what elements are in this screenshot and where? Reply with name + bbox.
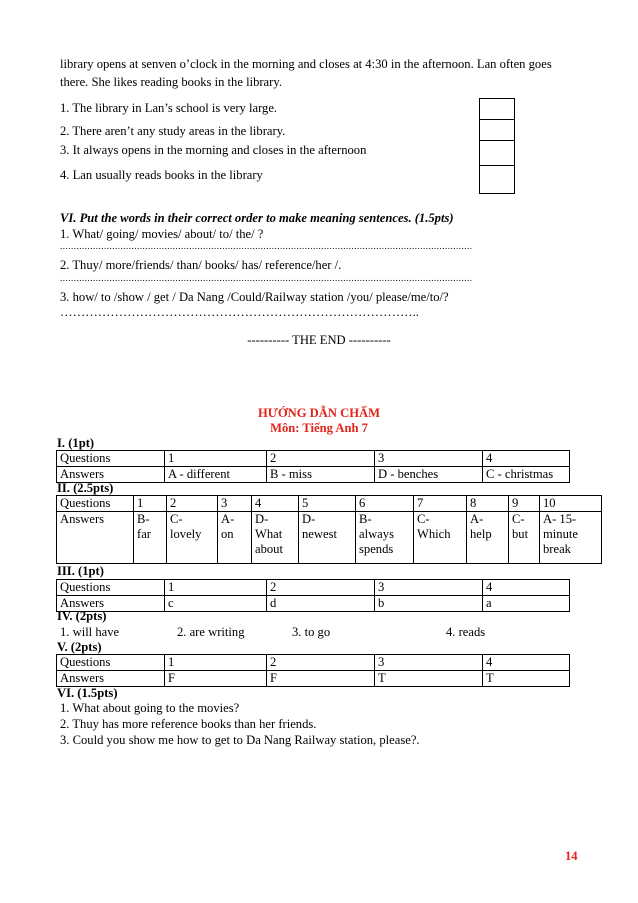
table-cell: D- What about (252, 512, 299, 564)
table-cell: 4 (252, 496, 299, 512)
table-row (57, 512, 602, 564)
key-section-6-answer-1: 1. What about going to the movies? (60, 701, 240, 715)
table-cell: 3 (218, 496, 252, 512)
answer-box-4[interactable] (479, 165, 515, 194)
section-6-question-1: 1. What/ going/ movies/ about/ to/ the/ ? (60, 227, 264, 241)
table-cell: F (267, 671, 375, 687)
table-cell: D - benches (375, 467, 483, 483)
table-cell: 5 (299, 496, 356, 512)
answer-box-2[interactable] (479, 119, 515, 141)
table-row (57, 596, 570, 612)
key-section-6-heading: VI. (1.5pts) (57, 686, 118, 700)
answer-line-1[interactable]: ...................................................................................................................................................... (60, 241, 473, 251)
key-section-4-answer-1: 1. will have (60, 625, 120, 639)
table-cell: 10 (540, 496, 602, 512)
table-row (57, 580, 570, 596)
key-section-1-heading: I. (1pt) (57, 436, 95, 450)
table-cell: c (165, 596, 267, 612)
key-section-2-heading: II. (2.5pts) (57, 481, 114, 495)
section-6-heading: VI. Put the words in their correct order to make meaning sentences. (1.5pts) (60, 211, 454, 225)
table-cell: 3 (375, 580, 483, 596)
answer-line-2[interactable]: ...................................................................................................................................................... (60, 273, 473, 283)
answer-box-3[interactable] (479, 140, 515, 166)
table-cell: Questions (57, 496, 134, 512)
table-cell: 3 (375, 655, 483, 671)
table-cell: Questions (57, 580, 165, 596)
table-cell: 4 (483, 580, 570, 596)
key-section-4-heading: IV. (2pts) (57, 609, 107, 623)
page-number: 14 (565, 849, 578, 863)
table-cell: B- always spends (356, 512, 414, 564)
table-cell: Questions (57, 655, 165, 671)
section-6-question-3: 3. how/ to /show / get / Da Nang /Could/Railway station /you/ please/me/to/? (60, 290, 449, 304)
table-cell: 2 (267, 451, 375, 467)
table-cell: 1 (165, 580, 267, 596)
table-cell: A- 15- minute break (540, 512, 602, 564)
table-row (57, 467, 570, 483)
table-cell: 3 (375, 451, 483, 467)
table-cell: 6 (356, 496, 414, 512)
section-6-question-2: 2. Thuy/ more/friends/ than/ books/ has/ reference/her /. (60, 258, 342, 272)
table-cell: C- lovely (167, 512, 218, 564)
key-section-3-heading: III. (1pt) (57, 564, 104, 578)
table-cell: 4 (483, 655, 570, 671)
statement-1: 1. The library in Lan’s school is very large. (60, 101, 278, 115)
table-row (57, 496, 602, 512)
table-cell: b (375, 596, 483, 612)
table-cell: 9 (509, 496, 540, 512)
key-section-5-heading: V. (2pts) (57, 640, 102, 654)
table-cell: 8 (467, 496, 509, 512)
table-cell: 2 (167, 496, 218, 512)
table-cell: C- Which (414, 512, 467, 564)
key-section-3-table (56, 579, 570, 612)
key-section-6-answer-2: 2. Thuy has more reference books than her friends. (60, 717, 317, 731)
table-cell: 4 (483, 451, 570, 467)
reading-paragraph: library opens at senven o’clock in the morning and closes at 4:30 in the afternoon. Lan often goes there. She likes reading books in the library. (60, 57, 552, 89)
table-cell: a (483, 596, 570, 612)
table-row (57, 451, 570, 467)
statement-2: 2. There aren’t any study areas in the library. (60, 124, 286, 138)
table-row (57, 671, 570, 687)
table-cell: F (165, 671, 267, 687)
table-cell: T (375, 671, 483, 687)
table-cell: T (483, 671, 570, 687)
table-cell: D- newest (299, 512, 356, 564)
table-cell: A- on (218, 512, 252, 564)
key-section-6-answer-3: 3. Could you show me how to get to Da Nang Railway station, please?. (60, 733, 420, 747)
key-section-4-answer-4: 4. reads (446, 625, 486, 639)
key-section-1-table (56, 450, 570, 483)
table-cell: Questions (57, 451, 165, 467)
table-cell: 7 (414, 496, 467, 512)
table-row (57, 655, 570, 671)
key-subtitle: Môn: Tiếng Anh 7 (270, 421, 368, 435)
table-cell: A - different (165, 467, 267, 483)
table-cell: 1 (165, 655, 267, 671)
table-cell: Answers (57, 596, 165, 612)
table-cell: A- help (467, 512, 509, 564)
table-cell: B- far (134, 512, 167, 564)
statement-3: 3. It always opens in the morning and closes in the afternoon (60, 143, 367, 157)
key-section-4-answer-3: 3. to go (292, 625, 331, 639)
table-cell: C - christmas (483, 467, 570, 483)
table-cell: 2 (267, 655, 375, 671)
statement-4: 4. Lan usually reads books in the library (60, 168, 263, 182)
answer-line-3[interactable]: ………………………………………………………………………….. (60, 305, 419, 319)
key-section-4-answer-2: 2. are writing (177, 625, 245, 639)
key-section-2-table (56, 495, 602, 564)
answer-box-1[interactable] (479, 98, 515, 120)
key-title: HƯỚNG DẪN CHẤM (258, 406, 380, 420)
table-cell: 1 (165, 451, 267, 467)
table-cell: Answers (57, 467, 165, 483)
table-cell: Answers (57, 512, 134, 564)
key-section-5-table (56, 654, 570, 687)
table-cell: Answers (57, 671, 165, 687)
table-cell: 2 (267, 580, 375, 596)
table-cell: d (267, 596, 375, 612)
the-end: ---------- THE END ---------- (247, 333, 391, 347)
table-cell: C- but (509, 512, 540, 564)
table-cell: 1 (134, 496, 167, 512)
table-cell: B - miss (267, 467, 375, 483)
